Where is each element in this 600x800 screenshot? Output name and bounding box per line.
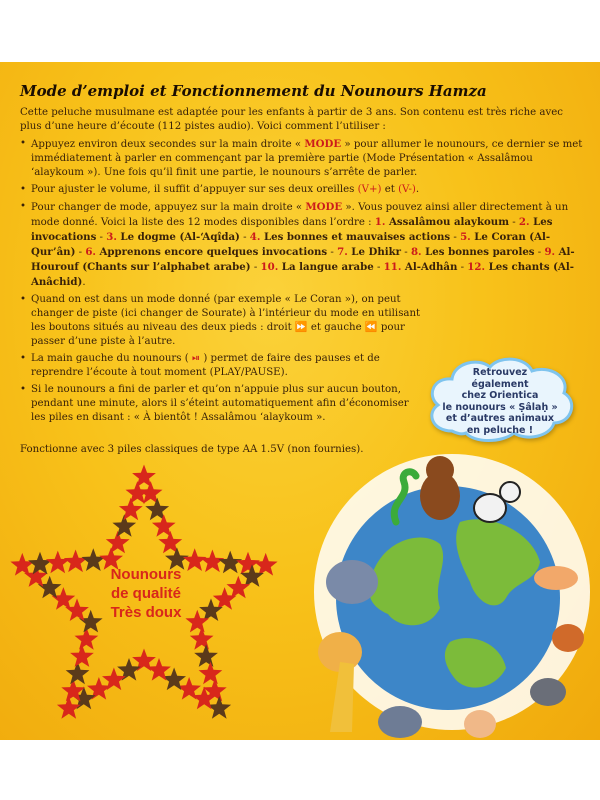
mode-item: La langue arabe [281,261,374,273]
intro-paragraph: Cette peluche musulmane est adaptée pour les enfants à partir de 3 ans. Son contenu est très riche avec plus d’une heure d’écoute (112 pistes audio). Voici comment l’utiliser : [20,107,563,132]
small-star-icon [254,553,278,576]
step-pause: • La main gauche du nounours ( ⏯ ) permet de faire des pauses et de reprendre l’écoute à tout moment (PLAY/PAUSE). [20,352,426,380]
camel-icon [464,710,496,738]
small-star-icon [119,498,143,521]
elephant-icon [326,560,378,604]
small-star-icon [158,531,182,554]
mode-item: Apprenons encore quelques invocations [99,246,328,258]
step-volume: • Pour ajuster le volume, il suffit d’appuyer sur ses deux oreilles (V+) et (V-). [20,183,585,197]
small-star-icon [57,696,81,719]
small-star-icon [190,627,214,650]
mode-number: 2. [518,216,534,228]
step-change-mode: • Pour changer de mode, appuyez sur la main droite « MODE ». Vous pouvez ainsi aller directement à un mode donné. Voici la liste des 12 modes disponibles dans l’ordre : 1. Assalâmou alaykoum - 2. Les invocations - 3. Le dogme (Al-‘Aqîda) - 4. Les bonnes et mauvaises actions - 5. Le Coran (Al-Qur’ân) - 6. Apprenons encore quelques invocations - 7. Le Dhikr - 8. Les bonnes paroles - 9. Al-Hourouf (Chants sur l’alphabet arabe) - 10. La langue arabe - 11. Al-Adhân - 12. Les chants (Al-Anâchid). [20,200,585,290]
badge-text: Nounours de qualité Très doux [110,566,182,621]
small-star-icon [28,552,52,575]
mode-separator: - [509,217,519,228]
mode-number: 9. [544,246,559,258]
mode-number: 12. [467,261,489,273]
small-star-icon [194,644,218,667]
mode-number: 11. [383,261,405,273]
step-auto-off: • Si le nounours a fini de parler et qu’on n’appuie plus sur aucun bouton, pendant une minute, alors il s’éteint automatiquement afin d’économiser les piles en disant : « À bientôt ! Assalâmou ‘alaykoum ». [20,383,426,425]
mode-label: MODE [305,201,343,213]
mode-label: MODE [304,138,342,150]
small-star-icon [46,551,70,574]
forward-icon: ⏩ [294,322,308,333]
page-title: Mode d’emploi et Fonctionnement du Nounours Hamza [20,82,487,100]
volume-down-label: (V-) [398,184,416,195]
product-panel [0,62,600,740]
small-star-icon [145,498,169,521]
mode-number: 5. [460,231,475,243]
mode-number: 6. [85,246,100,258]
giraffe-icon [330,662,354,732]
mode-number: 7. [337,246,352,258]
mode-item: Les bonnes et mauvaises actions [263,231,451,243]
monkey-icon [552,624,584,652]
mode-item: Le dogme (Al-‘Aqîda) [120,231,240,243]
small-star-icon [38,576,62,599]
mode-number: 1. [374,216,389,228]
rewind-icon: ⏪ [364,322,378,333]
mode-separator: - [373,262,384,273]
mode-separator: - [75,247,86,258]
small-star-icon [10,553,34,576]
mode-item: Les invocations [31,216,553,243]
small-star-icon [152,514,176,537]
small-star-icon [199,662,223,685]
step-power-on: • Appuyez environ deux secondes sur la main droite « MODE » pour allumer le nounours, ce dernier se met immédiatement à parler en commençant par la première partie (Mode Présentation « Assalâmou ‘alaykoum »). Une fois qu’il finit une partie, le nounours s’arrête de parler. [20,137,585,180]
play-pause-icon: ⏯ [191,353,201,364]
mode-item: Les bonnes paroles [425,246,535,258]
small-star-icon [66,662,90,685]
mode-number: 10. [260,261,282,273]
zebra-head [500,482,520,502]
small-star-icon [132,465,156,488]
mode-item: Les chants (Al-Anâchid) [31,261,574,288]
mode-separator: - [250,262,261,273]
hippo-icon [378,706,422,738]
mode-separator: - [450,232,461,243]
mode-item: Assalâmou alaykoum [388,216,509,228]
mode-item: Le Dhikr [351,246,402,258]
small-star-icon [213,587,237,610]
mode-separator: . [82,277,86,288]
mode-separator: - [401,247,411,258]
mode-separator: - [96,232,107,243]
mode-separator: - [327,247,338,258]
bear-head [426,456,454,484]
step-change-track: • Quand on est dans un mode donné (par exemple « Le Coran »), on peut changer de piste (ici changer de Sourate) à l’intérieur du mode en utilisant les boutons situés au niveau des deux pieds : droit ⏩ et gauche ⏪ pour passer d’une piste à l’autre. [20,293,426,349]
mode-number: 8. [410,246,426,258]
small-star-icon [227,576,251,599]
mode-number: 3. [106,231,121,243]
quality-badge [4,457,284,737]
mode-item: Le Coran (Al-Qur’ân) [31,231,551,258]
cloud-text: Retrouvez également chez Orientica le nounours « Ṣâlaḥ » et d’autres animaux en peluche ! [442,367,558,436]
small-star-icon [75,627,99,650]
mode-item: Al-Hourouf (Chants sur l’alphabet arabe) [31,246,575,273]
kangaroo-icon [534,566,578,590]
rhino-icon [530,678,566,706]
small-star-icon [52,587,76,610]
mode-separator: - [534,247,545,258]
volume-up-label: (V+) [357,184,382,195]
mode-item: Al-Adhân [404,261,458,273]
mode-separator: - [457,262,468,273]
globe-with-animals [300,432,600,740]
battery-note: Fonctionne avec 3 piles classiques de type AA 1.5V (non fournies). [20,444,364,455]
mode-separator: - [239,232,250,243]
globe-illustration [300,432,600,740]
mode-number: 4. [249,231,264,243]
